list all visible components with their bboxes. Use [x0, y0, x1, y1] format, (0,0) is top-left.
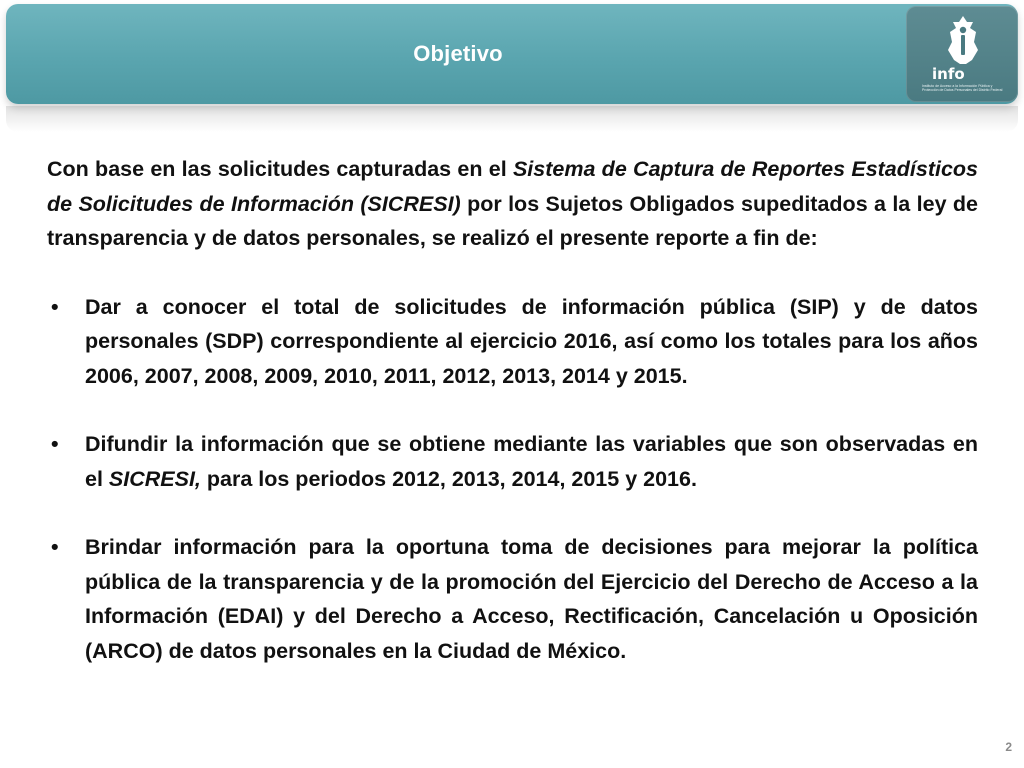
info-emblem-icon	[946, 14, 980, 66]
logo-caption: Instituto de Acceso a la Información Pública y Protección de Datos Personales del Distrito Federal	[922, 84, 1003, 93]
list-item: • Difundir la información que se obtiene mediante las variables que son observadas en el SICRESI, para los periodos 2012, 2013, 2014, 2015 y 2016.	[47, 427, 978, 496]
spacer	[47, 393, 978, 427]
spacer	[47, 496, 978, 530]
sicresi-name: Sistema de Captura de Reportes Estadísticos de Solicitudes de Información (SICRESI)	[47, 157, 979, 216]
objectives-list	[47, 290, 978, 669]
list-item: • Brindar información para la oportuna toma de decisiones para mejorar la política pública de la transparencia y de la promoción del Ejercicio del Derecho de Acceso a la Información (EDAI) y del Derecho a Acceso, Rectificación, Cancelación u Oposición (ARCO) de datos personales en la Ciudad de México.	[47, 530, 978, 668]
bullet-icon: •	[51, 535, 59, 559]
page-number: 2	[1005, 740, 1012, 754]
spacer	[47, 256, 978, 290]
logo-wordmark: info	[932, 65, 965, 83]
info-logo	[906, 6, 1018, 102]
header-reflection	[6, 106, 1018, 132]
list-item: • Dar a conocer el total de solicitudes de información pública (SIP) y de datos personales (SDP) correspondiente al ejercicio 2016, así como los totales para los años 2006, 2007, 2008, 2009, 2010, 2011, 2012, 2013, 2014 y 2015.	[47, 290, 978, 394]
slide-title: Objetivo	[413, 41, 503, 66]
bullet-icon: •	[51, 432, 59, 456]
intro-paragraph: Con base en las solicitudes capturadas en el Sistema de Captura de Reportes Estadísticos de Solicitudes de Información (SICRESI) por los Sujetos Obligados supeditados a la ley de transparencia y de datos personales, se realizó el presente reporte a fin de:	[47, 157, 979, 250]
slide-body	[47, 152, 978, 668]
bullet-icon: •	[51, 294, 59, 319]
